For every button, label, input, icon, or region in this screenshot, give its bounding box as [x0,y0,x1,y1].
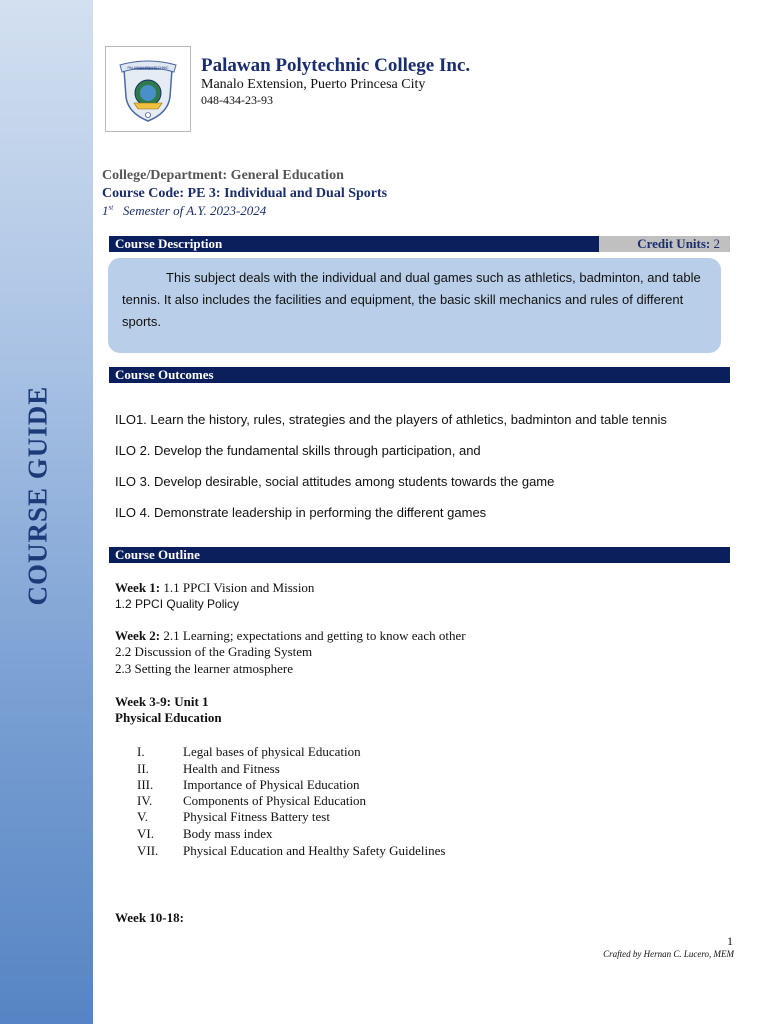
credit-units-value: 2 [713,236,720,251]
week-1-label: Week 1: [115,580,161,595]
course-outcomes-header: Course Outcomes [109,367,730,383]
week-3-9-label: Week 3-9: Unit 1 [115,694,209,709]
week-2-topic: 2.1 Learning; expectations and getting to know each other [163,628,466,643]
school-address: Manalo Extension, Puerto Princesa City [201,77,426,92]
unit-title: Physical Education [115,710,222,725]
week-10-18-label: Week 10-18: [115,910,184,925]
topic-number: VI. [137,826,154,841]
topic-item [137,826,273,842]
department: College/Department: General Education [102,168,344,183]
topic-number: IV. [137,793,153,808]
course-outline-header: Course Outline [109,547,730,563]
school-name: Palawan Polytechnic College Inc. [201,55,471,76]
week-1 [115,580,314,596]
outcome-item: ILO 3. Develop desirable, social attitudes among students towards the game [115,474,555,489]
topic-text: Components of Physical Education [183,793,367,808]
topic-text: Health and Fitness [183,761,280,776]
logo-banner-text: PALAWAN POLYTECHNIC [127,66,169,70]
week-2-subtopic: 2.2 Discussion of the Grading System [115,644,313,659]
semester-suffix: st [108,203,114,212]
credit-units-label: Credit Units: [637,236,711,251]
topic-item [137,793,366,809]
topic-item [137,843,445,859]
topic-text: Legal bases of physical Education [183,744,361,759]
topic-text: Physical Fitness Battery test [183,809,330,824]
topic-number: I. [137,744,145,759]
credit-units [599,236,730,252]
outcome-item: ILO 4. Demonstrate leadership in performing the different games [115,505,487,520]
topic-text: Physical Education and Healthy Safety Guidelines [183,843,446,858]
week-2 [115,628,466,644]
school-phone: 048-434-23-93 [201,93,273,107]
course-description-header: Course Description [109,236,730,252]
week-2-subtopic: 2.3 Setting the learner atmosphere [115,661,293,676]
week-2-label: Week 2: [115,628,161,643]
course-code: Course Code: PE 3: Individual and Dual Sports [102,186,388,201]
semester-text: Semester of A.Y. 2023-2024 [122,203,267,218]
crafted-by: Crafted by Hernan C. Lucero, MEM [603,949,734,959]
course-description-text: This subject deals with the individual and dual games such as athletics, badminton, and table tennis. It also includes the facilities and equipment, the basic skill mechanics and rules of different sports. [108,258,721,353]
topic-item [137,809,330,825]
topic-item [137,777,360,793]
school-seal-icon [106,47,190,131]
week-1-topic: 1.1 PPCI Vision and Mission [163,580,315,595]
topic-text: Importance of Physical Education [183,777,360,792]
semester [102,203,266,219]
outcome-item: ILO 2. Develop the fundamental skills through participation, and [115,443,481,458]
outcome-item: ILO1. Learn the history, rules, strategies and the players of athletics, badminton and table tennis [115,412,667,427]
semester-number: 1 [102,203,109,218]
school-logo [105,46,191,132]
sidebar-title: COURSE GUIDE [22,385,53,606]
topic-text: Body mass index [183,826,273,841]
topic-number: VII. [137,843,159,858]
topic-number: V. [137,809,148,824]
page-number: 1 [727,934,733,948]
sidebar-band [0,0,93,1024]
topic-item [137,744,361,760]
topic-number: III. [137,777,154,792]
topic-item [137,761,280,777]
topic-number: II. [137,761,149,776]
week-1-subtopic: 1.2 PPCI Quality Policy [115,597,240,611]
